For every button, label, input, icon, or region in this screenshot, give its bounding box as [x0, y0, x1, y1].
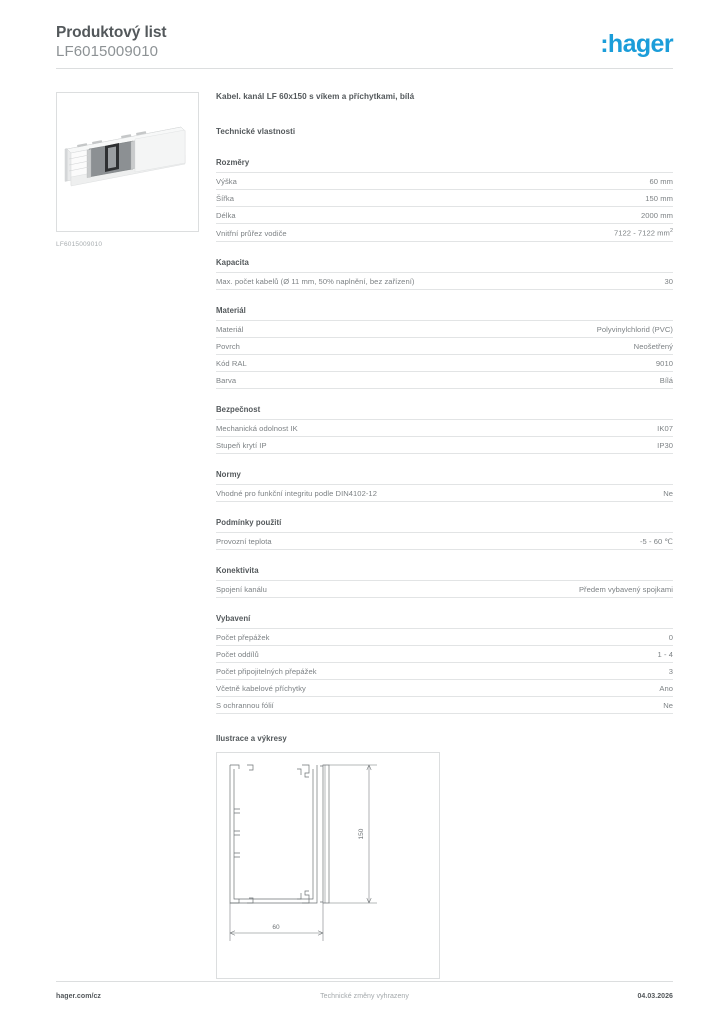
product-name: Kabel. kanál LF 60x150 s víkem a příchytkami, bílá: [216, 92, 415, 101]
spec-row: [216, 419, 673, 436]
spec-value: 1 - 4: [657, 649, 673, 659]
spec-value: Polyvinylchlorid (PVC): [596, 324, 673, 334]
spec-row: [216, 679, 673, 696]
spec-label: Délka: [216, 211, 236, 220]
spec-label: Barva: [216, 375, 237, 385]
footer-website[interactable]: hager.com/cz: [56, 993, 101, 1000]
spec-label: S ochrannou fólií: [216, 700, 274, 710]
spec-section-title: Rozměry: [216, 158, 250, 167]
drawings-title: Ilustrace a výkresy: [216, 733, 287, 743]
spec-row: [216, 172, 673, 189]
spec-section-title: Bezpečnost: [216, 404, 261, 414]
spec-value: IK07: [657, 423, 673, 433]
spec-label: Počet přepážek: [216, 632, 270, 642]
spec-value: 0: [668, 632, 673, 642]
product-figure: [56, 92, 201, 248]
spec-section: [216, 405, 673, 454]
spec-section-title: Konektivita: [216, 565, 259, 575]
spec-label: Vhodné pro funkční integritu podle DIN4102-12: [216, 488, 377, 498]
spec-section: [216, 306, 673, 389]
dimension-height-label: 150: [358, 828, 365, 839]
footer-date: 04.03.2026: [637, 993, 673, 1000]
spec-label: Materiál: [216, 324, 244, 334]
page-footer: [56, 993, 673, 1007]
cross-section-drawing-svg: [217, 753, 439, 978]
spec-row: [216, 662, 673, 679]
specifications-column: [216, 92, 673, 979]
spec-value: 2000 mm: [640, 211, 673, 220]
spec-section: [216, 614, 673, 714]
spec-label: Vnitřní průřez vodiče: [216, 228, 287, 238]
footer-disclaimer: Technické změny vyhrazeny: [320, 993, 409, 1000]
spec-row: [216, 371, 673, 389]
spec-label: Šířka: [216, 194, 234, 203]
spec-row: [216, 272, 673, 290]
spec-value: IP30: [657, 440, 673, 450]
technical-properties-title: Technické vlastnosti: [216, 127, 296, 136]
hager-logo: :hager: [600, 30, 673, 58]
spec-row: [216, 484, 673, 502]
spec-section: [216, 258, 673, 290]
product-image-caption: LF6015009010: [56, 241, 103, 248]
spec-section-title: Podmínky použití: [216, 517, 282, 527]
spec-value: Ne: [663, 488, 673, 498]
spec-label: Včetně kabelové příchytky: [216, 683, 306, 693]
spec-section-title: Materiál: [216, 305, 246, 315]
spec-label: Výška: [216, 177, 237, 186]
spec-section: [216, 158, 673, 242]
spec-row: [216, 645, 673, 662]
spec-value: -5 - 60 ℃: [639, 536, 673, 546]
spec-label: Provozní teplota: [216, 536, 272, 546]
spec-value-superscript: 2: [669, 228, 673, 234]
spec-section: [216, 470, 673, 502]
spec-section-title: Normy: [216, 469, 241, 479]
page-title: Produktový list: [56, 24, 167, 41]
spec-value: 9010: [655, 358, 673, 368]
spec-section: [216, 566, 673, 598]
spec-row: [216, 354, 673, 371]
spec-label: Kód RAL: [216, 358, 247, 368]
spec-value: Ne: [663, 700, 673, 710]
spec-row: [216, 532, 673, 550]
spec-row: [216, 206, 673, 223]
spec-value: 3: [668, 666, 673, 676]
spec-value: 60 mm: [649, 177, 673, 186]
spec-value: Předem vybavený spojkami: [578, 584, 673, 594]
spec-label: Spojení kanálu: [216, 584, 267, 594]
spec-sections: [216, 158, 673, 714]
spec-value: 30: [664, 276, 673, 286]
spec-value: Ano: [659, 683, 673, 693]
spec-label: Max. počet kabelů (Ø 11 mm, 50% naplnění, bez zařízení): [216, 276, 415, 286]
header-divider: [56, 68, 673, 69]
spec-row: [216, 320, 673, 337]
spec-row: [216, 223, 673, 242]
spec-row: [216, 189, 673, 206]
technical-drawing: [216, 752, 440, 979]
spec-row: [216, 580, 673, 598]
dimension-width-label: 60: [272, 923, 280, 931]
spec-row: [216, 337, 673, 354]
cable-trunking-photo-svg: [57, 93, 198, 231]
spec-label: Povrch: [216, 341, 240, 351]
spec-row: [216, 436, 673, 454]
spec-label: Mechanická odolnost IK: [216, 423, 298, 433]
product-reference: LF6015009010: [56, 43, 159, 60]
product-image: [56, 92, 199, 232]
spec-section-title: Vybavení: [216, 613, 251, 623]
spec-value: Bílá: [659, 375, 673, 385]
spec-value: [614, 228, 673, 238]
spec-row: [216, 696, 673, 714]
page-header: [56, 24, 673, 68]
spec-label: Počet oddílů: [216, 649, 259, 659]
spec-section-title: Kapacita: [216, 257, 249, 267]
spec-value-text: 7122 - 7122 mm: [613, 228, 670, 238]
spec-value: 150 mm: [645, 194, 673, 203]
spec-label: Stupeň krytí IP: [216, 440, 267, 450]
spec-section: [216, 518, 673, 550]
spec-row: [216, 628, 673, 645]
spec-value: Neošetřený: [633, 341, 673, 351]
spec-label: Počet připojitelných přepážek: [216, 666, 317, 676]
footer-divider: [56, 981, 673, 982]
